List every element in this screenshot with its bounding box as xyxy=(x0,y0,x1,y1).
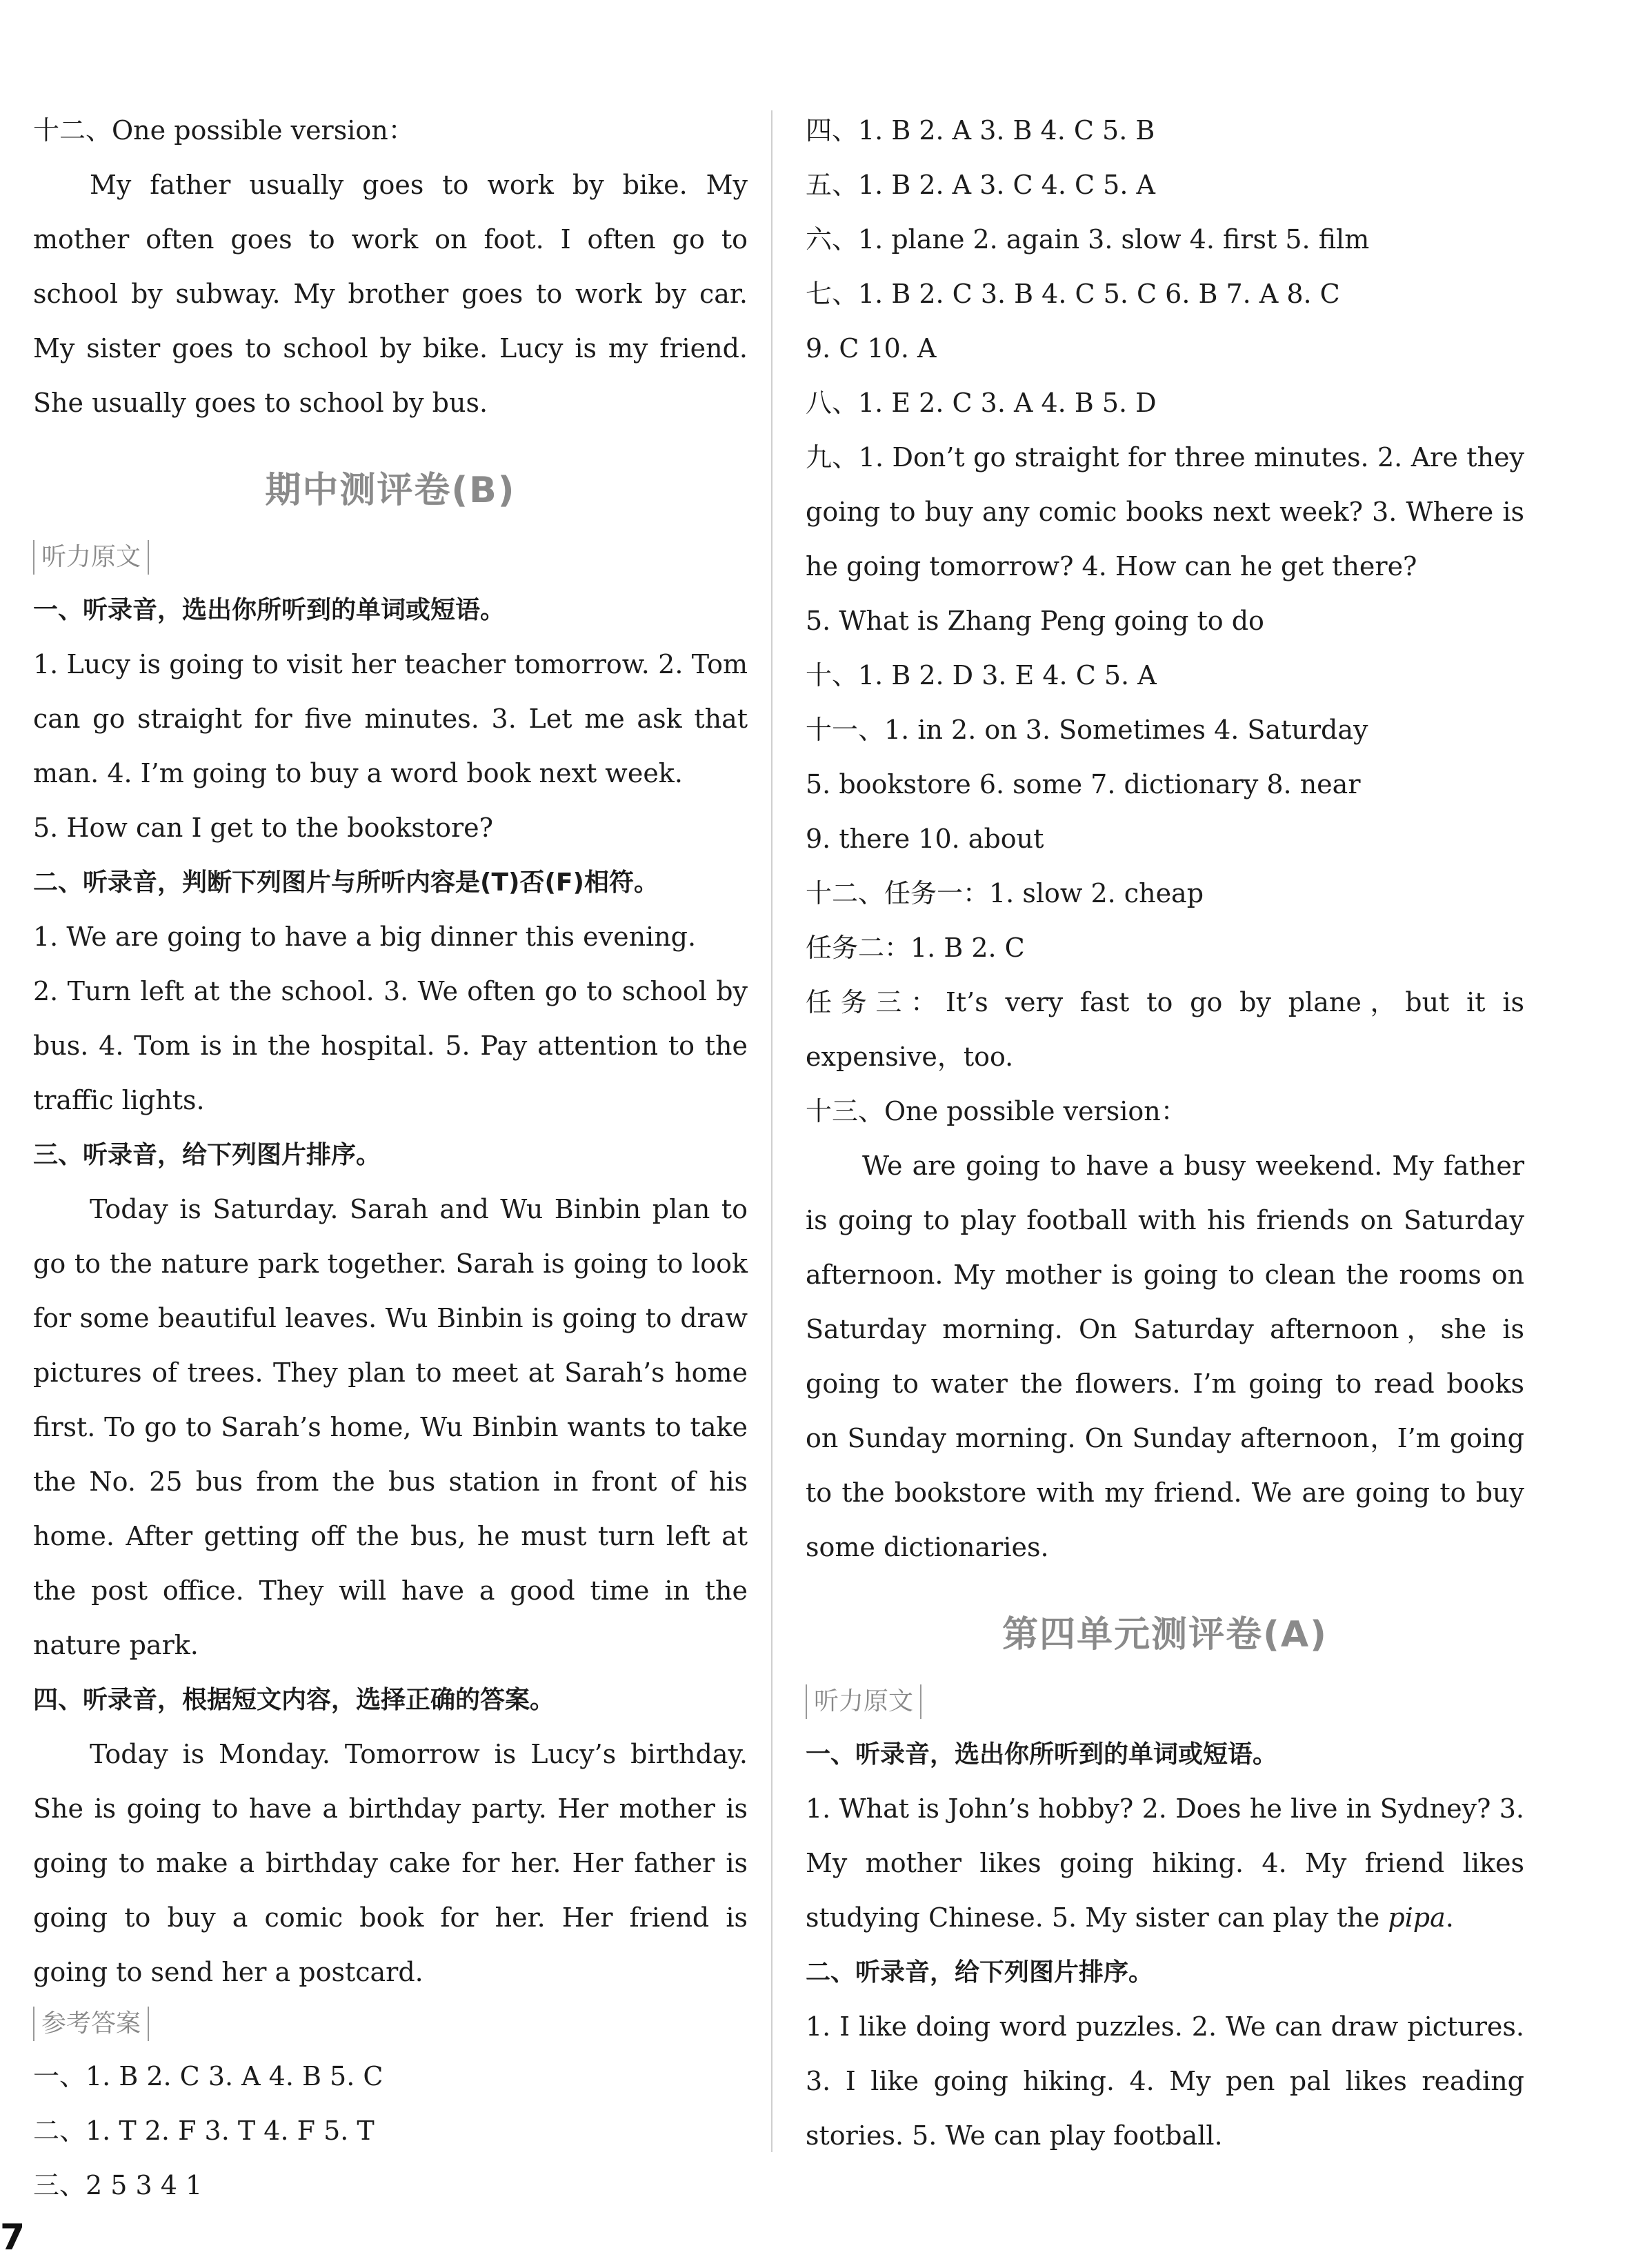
left-column xyxy=(33,103,748,2213)
section-4-passage: Today is Monday. Tomorrow is Lucy’s birthday. She is going to have a birthday party. Her mother is going to make a birthday cake for her. Her father is going to buy a comic book for her. Her friend is going to send her a postcard. xyxy=(33,1739,748,1987)
unit4-section-2-header: 二、听录音，给下列图片排序。 xyxy=(806,1958,1154,1987)
answer-11c: 9. there 10. about xyxy=(806,824,1044,854)
section-1-text-2: 5. How can I get to the bookstore? xyxy=(33,813,494,843)
unit4-section-1-main: 1. What is John’s hobby? 2. Does he live in Sydney? 3. My mother likes going hiking. 4. My friend likes studying Chinese. 5. My sister can play the xyxy=(806,1793,1524,1933)
column-divider xyxy=(771,110,772,2152)
answer-9: 九、1. Don’t go straight for three minutes. 2. Are they going to buy any comic books next week? 3. Where is he going tomorrow? 4. How can he get there? xyxy=(806,442,1524,581)
section-2-text-2: 2. Turn left at the school. 3. We often go to school by bus. 4. Tom is in the hospital. 5. Pay attention to the traffic lights. xyxy=(33,976,748,1115)
ex13-label: 十三、One possible version： xyxy=(806,1096,1187,1126)
section-1-header: 一、听录音，选出你所听到的单词或短语。 xyxy=(33,596,506,624)
answer-12c: 任务三：It’s very fast to go by plane，but it is expensive，too. xyxy=(806,987,1524,1072)
answer-2: 二、1. T 2. F 3. T 4. F 5. T xyxy=(33,2116,375,2146)
pipa-word: pipa xyxy=(1388,1902,1446,1933)
answer-9b: 5. What is Zhang Peng going to do xyxy=(806,606,1264,636)
listening-script-tag: 听力原文 xyxy=(33,540,149,575)
answer-10: 十、1. B 2. D 3. E 4. C 5. A xyxy=(806,660,1157,690)
unit4-section-2-text: 1. I like doing word puzzles. 2. We can draw pictures. 3. I like going hiking. 4. My pen pal likes reading stories. 5. We can play football. xyxy=(806,2011,1524,2151)
unit4-section-1-header: 一、听录音，选出你所听到的单词或短语。 xyxy=(806,1740,1278,1769)
answer-7b: 9. C 10. A xyxy=(806,333,937,364)
ex13-essay: We are going to have a busy weekend. My father is going to play football with his friends on Saturday afternoon. My mother is going to clean the rooms on Saturday morning. On Saturday afternoon，she is going to water the flowers. I’m going to read books on Sunday morning. On Sunday afternoon，I’m going to the bookstore with my friend. We are going to buy some dictionaries. xyxy=(806,1151,1524,1562)
ex12-label: 十二、One possible version： xyxy=(33,115,415,146)
section-2-text-1: 1. We are going to have a big dinner this evening. xyxy=(33,922,697,952)
listening-script-tag-2: 听力原文 xyxy=(806,1684,921,1719)
answer-5: 五、1. B 2. A 3. C 4. C 5. A xyxy=(806,170,1155,200)
unit4-section-1-end: . xyxy=(1445,1902,1454,1933)
midterm-title: 期中测评卷(B) xyxy=(265,470,516,511)
ex12-essay: My father usually goes to work by bike. My mother often goes to work on foot. I often go to school by subway. My brother goes to work by car. My sister goes to school by bike. Lucy is my friend. She usually goes to school by bus. xyxy=(33,170,748,418)
answer-12b: 任务二：1. B 2. C xyxy=(806,933,1025,963)
unit4-title: 第四单元测评卷(A) xyxy=(1002,1614,1328,1655)
answers-tag: 参考答案 xyxy=(33,2007,149,2041)
section-1-text: 1. Lucy is going to visit her teacher tomorrow. 2. Tom can go straight for five minutes. 3. Let me ask that man. 4. I’m going to buy a word book next week. xyxy=(33,649,748,788)
answer-11b: 5. bookstore 6. some 7. dictionary 8. near xyxy=(806,769,1361,799)
section-3-passage: Today is Saturday. Sarah and Wu Binbin plan to go to the nature park together. Sarah is going to look for some beautiful leaves. Wu Binbin is going to draw pictures of trees. They plan to meet at Sarah’s home first. To go to Sarah’s home, Wu Binbin wants to take the No. 25 bus from the bus station in front of his home. After getting off the bus, he must turn left at the post office. They will have a good time in the nature park. xyxy=(33,1194,748,1660)
section-2-header: 二、听录音，判断下列图片与所听内容是(T)否(F)相符。 xyxy=(33,868,659,897)
answer-7a: 七、1. B 2. C 3. B 4. C 5. C 6. B 7. A 8. C xyxy=(806,279,1340,309)
page-number: 7 xyxy=(0,2217,26,2258)
unit4-section-1-text xyxy=(806,1782,1524,1945)
answer-8: 八、1. E 2. C 3. A 4. B 5. D xyxy=(806,388,1157,418)
answer-12a: 十二、任务一：1. slow 2. cheap xyxy=(806,878,1204,908)
answer-4: 四、1. B 2. A 3. B 4. C 5. B xyxy=(806,115,1155,146)
answer-6: 六、1. plane 2. again 3. slow 4. first 5. film xyxy=(806,224,1370,255)
section-4-header: 四、听录音，根据短文内容，选择正确的答案。 xyxy=(33,1686,555,1714)
right-column xyxy=(806,103,1524,2163)
answer-3: 三、2 5 3 4 1 xyxy=(33,2170,203,2200)
answer-11a: 十一、1. in 2. on 3. Sometimes 4. Saturday xyxy=(806,715,1368,745)
answer-1: 一、1. B 2. C 3. A 4. B 5. C xyxy=(33,2061,383,2091)
section-3-header: 三、听录音，给下列图片排序。 xyxy=(33,1141,381,1169)
